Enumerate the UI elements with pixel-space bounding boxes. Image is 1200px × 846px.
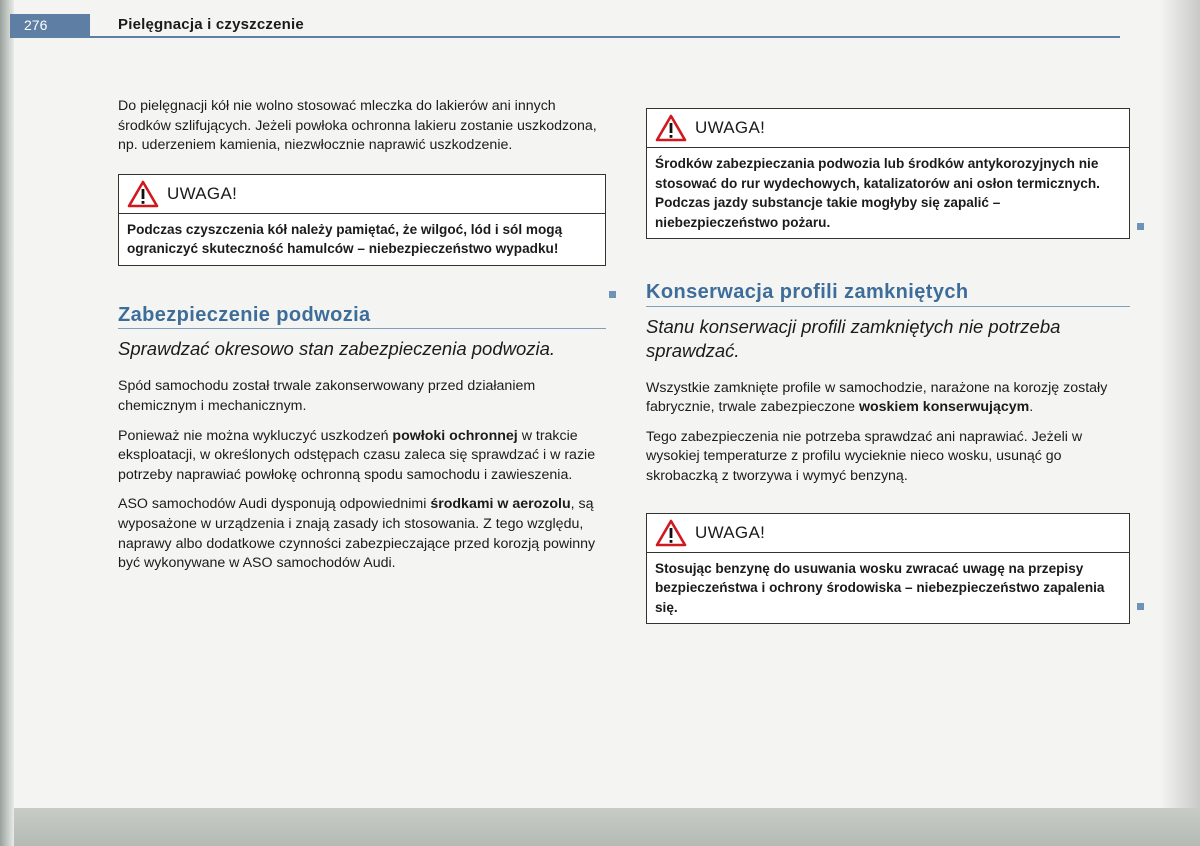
paragraph-underbody-2 [118, 427, 606, 486]
left-column [118, 97, 606, 584]
warning-header [647, 109, 1129, 148]
text-span: , są wyposażone w urządzenia i znają zasady ich stosowania. Z tego względu, naprawy albo dodatkowe czynności zabezpieczające przed korozją powinny być wykonywane w ASO samochodów Audi. [118, 496, 596, 572]
text-span: w trakcie eksploatacji, w określonych odstępach czasu zaleca się sprawdzać i w razie potrzeby naprawiać powłokę ochronną spodu samochodu i zawieszenia. [118, 427, 596, 483]
page-footer-band [14, 808, 1200, 846]
warning-text: Środków zabezpieczania podwozia lub środków antykorozyjnych nie stosować do rur wydechowych, katalizatorów ani osłon termicznych. Podczas jazdy substancje takie mogłyby się zapalić – niebezpieczeństwo pożaru. [655, 156, 1100, 230]
warning-title: UWAGA! [695, 522, 766, 542]
warning-box-petrol [646, 513, 1130, 625]
paragraph-cavity-1 [646, 379, 1130, 418]
lead-underbody: Sprawdzać okresowo stan zabezpieczenia podwozia. [118, 338, 556, 360]
warning-title: UWAGA! [167, 183, 238, 203]
page-number: 276 [10, 14, 90, 36]
warning-header [647, 514, 1129, 553]
bold-term-wax: woskiem konserwującym [858, 399, 1030, 416]
paragraph-underbody-1: Spód samochodu został trwale zakonserwowany przed działaniem chemicznym i mechanicznym. [118, 378, 536, 414]
heading-cavity-conservation: Konserwacja profili zamkniętych [646, 283, 1130, 307]
page-binding-edge [0, 0, 14, 846]
header-rule [10, 36, 1120, 38]
warning-triangle-icon [655, 519, 687, 547]
intro-paragraph: Do pielęgnacji kół nie wolno stosować mleczka do lakierów ani innych środków szlifujących. Jeżeli powłoka ochronna lakieru zostanie uszkodzona, np. uderzeniem kamienia, niezwłocznie naprawić uszkodzenie. [118, 98, 597, 154]
section-end-marker [609, 291, 616, 298]
text-span: Wszystkie zamknięte profile w samochodzie, narażone na korozję zostały fabrycznie, trwale zabezpieczone [646, 379, 1108, 416]
warning-triangle-icon [127, 180, 159, 208]
section-title: Pielęgnacja i czyszczenie [118, 16, 304, 33]
heading-underbody-protection: Zabezpieczenie podwozia [118, 306, 606, 330]
warning-text: Podczas czyszczenia kół należy pamiętać, że wilgoć, lód i sól mogą ograniczyć skuteczność hamulców – niebezpieczeństwo wypadku! [127, 221, 563, 257]
paragraph-cavity-2: Tego zabezpieczenia nie potrzeba sprawdzać ani naprawiać. Jeżeli w wysokiej temperaturze z profilu wycieknie nieco wosku, usunąć go skrobaczką z tworzywa i wymyć benzyną. [646, 428, 1083, 484]
text-span: Ponieważ nie można wykluczyć uszkodzeń [118, 427, 393, 444]
lead-cavity: Stanu konserwacji profili zamkniętych nie potrzeba sprawdzać. [646, 315, 1061, 361]
section-end-marker [1137, 223, 1144, 230]
section-end-marker [1137, 603, 1144, 610]
bold-term-protective-coating: powłoki ochronnej [392, 427, 518, 444]
page-shadow-edge [1160, 0, 1200, 846]
paragraph-underbody-3 [118, 495, 606, 573]
warning-header [119, 175, 605, 214]
warning-triangle-icon [655, 114, 687, 142]
bold-term-aerosol: środkami w aerozolu [430, 496, 571, 513]
warning-box-wheels [118, 174, 606, 266]
text-span: ASO samochodów Audi dysponują odpowiednimi [118, 496, 431, 513]
warning-title: UWAGA! [695, 118, 766, 138]
right-column [646, 108, 1130, 624]
text-span: . [1029, 399, 1034, 416]
warning-box-exhaust [646, 108, 1130, 239]
warning-text: Stosując benzynę do usuwania wosku zwracać uwagę na przepisy bezpieczeństwa i ochrony środowiska – niebezpieczeństwo zapalenia się. [655, 560, 1105, 615]
